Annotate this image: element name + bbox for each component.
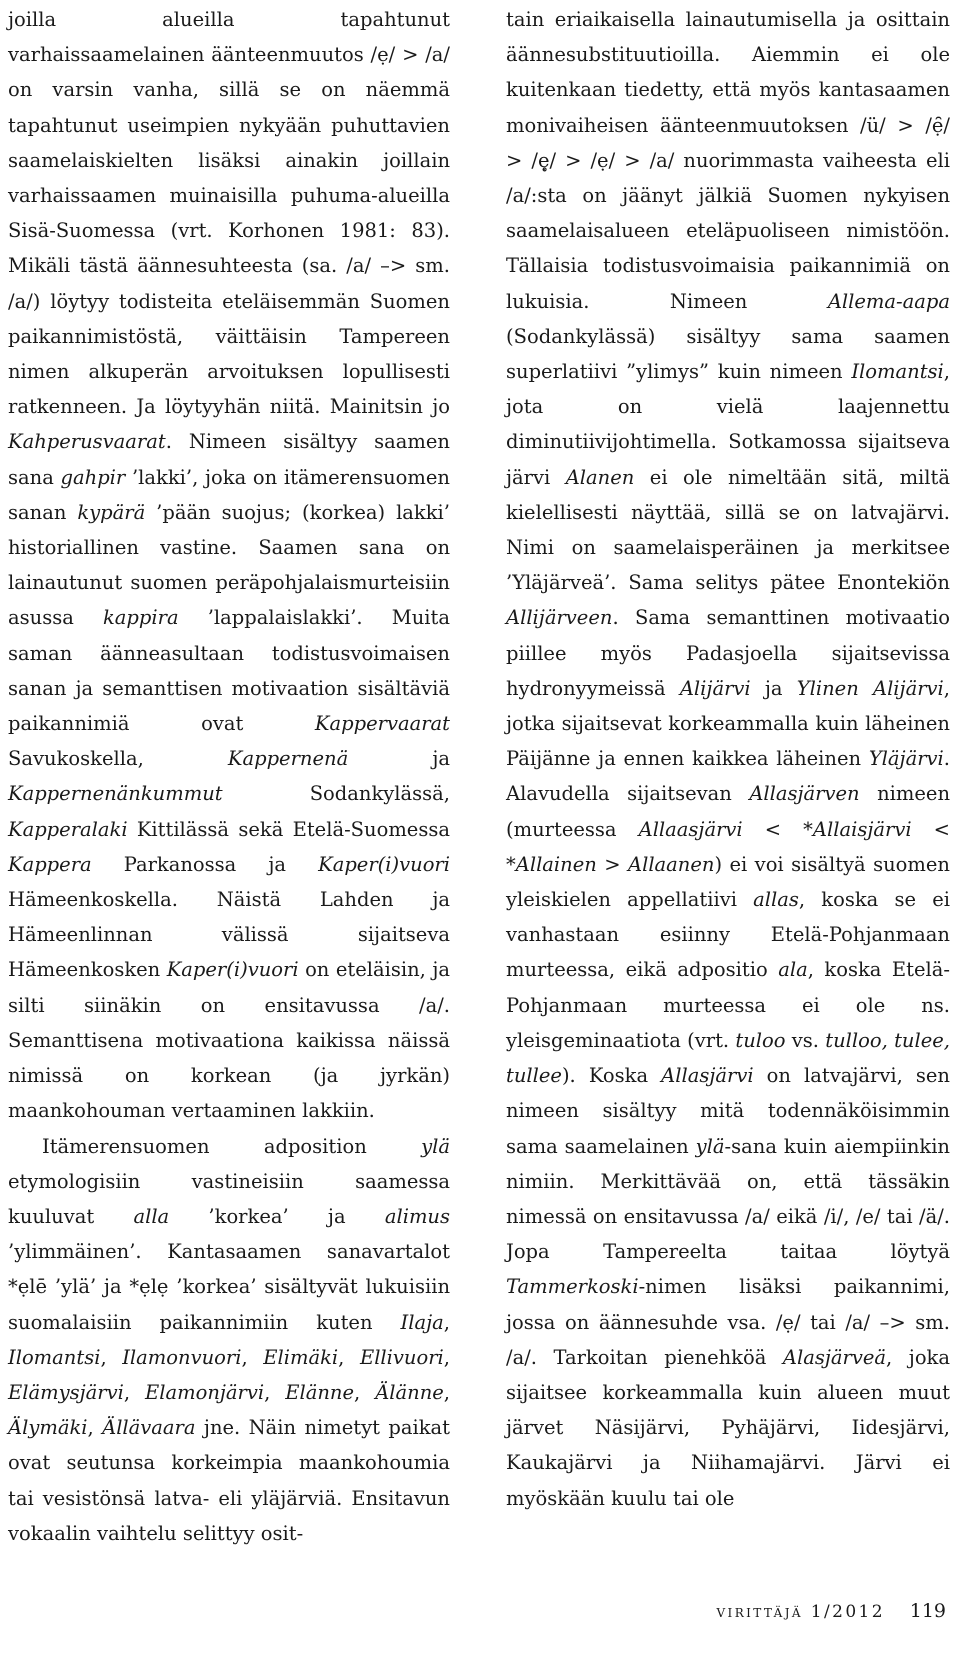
italic-term: gahpir — [60, 465, 126, 489]
text-run: on latvajärvi, sen nimeen sisältyy mitä todennäköisimmin sama saamelainen — [506, 1064, 950, 1158]
italic-term: Kaper(i)vuori — [318, 852, 450, 876]
italic-term: Kappernenä — [227, 747, 349, 771]
text-run: vs. — [785, 1028, 826, 1052]
italic-term: ala — [778, 958, 808, 982]
italic-term: Yläjärvi — [868, 747, 944, 771]
text-run: , — [354, 1380, 376, 1404]
italic-term: Kaper(i)vuori — [166, 958, 299, 982]
italic-term: Allema-aapa — [827, 289, 950, 313]
italic-term: Elimäki — [263, 1345, 339, 1369]
italic-term: Elämysjärvi — [8, 1380, 124, 1404]
text-run: , koska se ei vanhastaan esiinny Etelä-Pohjanmaan murteessa, eikä adpositio — [506, 888, 951, 982]
italic-term: Kappervaarat — [314, 712, 450, 736]
paragraph — [8, 1129, 450, 1551]
text-run: , koska Etelä-Pohjanmaan murteessa ei ole ns. yleisgeminaatiota (vrt. — [506, 958, 950, 1052]
italic-term: tulloo, tulee, tullee — [506, 1028, 951, 1088]
italic-term: Ilomantsi — [851, 360, 944, 384]
text-run: tain eriaikaisella lainautumisella ja osittain äännesubstituutioilla. Aiemmin ei ole kuitenkaan tiedetty, että myös kantasaamen monivaiheisen äänteenmuutoksen /ü/ > /ẹ̑/ > /ẹ̥/ > /ẹ/ > /a/ nuorimmasta vaiheesta eli /a/:sta on jäänyt jälkiä Suomen nykyisen saamelaisalueen eteläpuoliseen nimistöön. Tällaisia todistusvoimaisia paikannimiä on lukuisia. Nimeen — [506, 8, 950, 313]
journal-issue: virittäjä 1/2012 — [716, 1602, 885, 1622]
text-run: , — [87, 1416, 103, 1440]
text-run: ’korkea’ ja — [169, 1204, 385, 1228]
text-run: Kittilässä sekä Etelä-Suomessa — [127, 817, 450, 841]
italic-term: Alijärvi — [679, 676, 751, 700]
italic-term: ylä — [695, 1134, 725, 1158]
italic-term: allas — [753, 888, 799, 912]
left-text-column — [8, 2, 450, 1551]
text-run: < * — [506, 817, 950, 876]
text-run: etymologisiin vastineisiin saamessa kuuluvat — [8, 1169, 450, 1228]
text-run: Parkanossa ja — [91, 852, 319, 876]
text-run: -nimen lisäksi paikannimi, jossa on äännesuhde vsa. /ẹ/ tai /a/ –> sm. /a/. Tarkoitan pienehköä — [506, 1275, 950, 1369]
italic-term: Ylinen Alijärvi — [796, 676, 944, 700]
text-run: , — [443, 1310, 450, 1334]
italic-term: Ilomantsi — [8, 1345, 101, 1369]
text-run: , — [443, 1380, 450, 1404]
text-run: , — [123, 1380, 145, 1404]
italic-term: Ilaja — [400, 1310, 444, 1334]
text-run: . Nimeen sisältyy saamen sana — [8, 430, 450, 489]
text-run: jne. Näin nimetyt paikat ovat seutunsa korkeimpia maankohoumia tai vesistönsä latva- eli yläjärviä. Ensitavun vokaalin vaihtelu selittyy osit- — [8, 1416, 450, 1545]
italic-term: alimus — [384, 1204, 450, 1228]
italic-term: Älymäki — [8, 1416, 88, 1440]
text-run: , joka sijaitsee korkeammalla kuin alueen muut järvet Näsijärvi, Pyhäjärvi, Iidesjärvi, Kaukajärvi ja Niihamajärvi. Järvi ei myöskään kuulu tai ole — [506, 1345, 950, 1510]
italic-term: ylä — [421, 1134, 450, 1158]
text-run: (Sodankylässä) sisältyy sama saamen superlatiivi ”ylimys” kuin nimeen — [506, 324, 950, 384]
paragraph — [506, 2, 950, 1516]
text-run: , — [241, 1345, 264, 1369]
text-run: , jota on vielä laajennettu diminutiivijohtimella. Sotkamossa sijaitseva järvi — [506, 360, 950, 489]
text-run: ja — [750, 676, 797, 700]
italic-term: Allainen — [515, 852, 597, 876]
text-run: -sana kuin aiempiinkin nimiin. Merkittävää on, että tässäkin nimessä on ensitavussa /a/ eikä /i/, /e/ tai /ä/. Jopa Tampereelta taitaa löytyä — [506, 1134, 950, 1264]
text-run: ’pään suojus; (korkea) lakki’ historiallinen vastine. Saamen sana on lainautunut suomen peräpohjalaismurteisiin asussa — [8, 500, 450, 630]
text-run: , — [264, 1380, 286, 1404]
italic-term: Alasjärveä — [782, 1345, 887, 1369]
right-text-column — [506, 2, 950, 1516]
text-run: , — [338, 1345, 360, 1369]
text-run: Savukoskella, — [8, 747, 228, 771]
italic-term: Ellivuori — [359, 1345, 444, 1369]
text-run: ja — [348, 747, 450, 771]
text-run: ei ole nimeltään sitä, miltä kielellisesti näyttää, sillä se on latvajärvi. Nimi on saamelaisperäinen ja merkitsee ’Yläjärveä’. Sama selitys pätee Enontekiön — [506, 465, 950, 595]
italic-term: tuloo — [735, 1028, 786, 1052]
text-run: > — [596, 852, 628, 876]
text-run: joilla alueilla tapahtunut varhaissaamelainen äänteenmuutos /ẹ/ > /a/ on varsin vanha, sillä se on näemmä tapahtunut useimpien nykyään puhuttavien saamelaiskielten lisäksi ainakin joillain varhaissaamen muinaisilla puhuma-alueilla Sisä-Suomessa (vrt. Korhonen 1981: 83). Mikäli tästä äännesuhteesta (sa. /a/ –> sm. /a/) löytyy todisteita eteläisemmän Suomen paikannimistöstä, väittäisin Tampereen nimen alkuperän arvoituksen lopullisesti ratkenneen. Ja löytyyhän niitä. Mainitsin jo — [8, 8, 450, 419]
text-run: , jotka sijaitsevat korkeammalla kuin läheinen Päijänne ja ennen kaikkea läheinen — [506, 676, 950, 771]
paragraph — [8, 2, 450, 1129]
text-run: Hämeenkoskella. Näistä Lahden ja Hämeenlinnan välissä sijaitseva Hämeenkosken — [8, 888, 450, 982]
page-footer — [0, 1596, 960, 1636]
italic-term: Kappera — [8, 852, 92, 876]
text-run: Sodankylässä, — [222, 782, 450, 806]
italic-term: Ilamonvuori — [122, 1345, 242, 1369]
italic-term: Elänne — [285, 1380, 355, 1404]
italic-term: Allasjärven — [749, 782, 860, 806]
text-run: ’lappalaislakki’. Muita saman äänneasultaan todistusvoimaisen sanan ja semanttisen motivaation sisältäviä paikannimiä ovat — [8, 606, 450, 736]
italic-term: Allaasjärvi — [638, 817, 743, 841]
italic-term: Älänne — [375, 1380, 444, 1404]
italic-term: Allasjärvi — [661, 1064, 754, 1088]
text-run: . Alavudella sijaitsevan — [506, 747, 950, 806]
italic-term: Kapperalaki — [8, 817, 128, 841]
italic-term: Ällävaara — [102, 1416, 196, 1440]
italic-term: Tammerkoski — [506, 1275, 639, 1299]
italic-term: Kahperusvaarat — [8, 430, 166, 454]
italic-term: alla — [133, 1204, 170, 1228]
text-run: . Sama semanttinen motivaatio piillee myös Padasjoella sijaitsevissa hydronyymeissä — [506, 606, 950, 700]
text-run: ’lakki’, joka on itämerensuomen sanan — [8, 465, 450, 524]
italic-term: Alanen — [565, 465, 635, 489]
page-number: 119 — [909, 1600, 946, 1622]
italic-term: Allaanen — [628, 852, 715, 876]
italic-term: Kappernenänkummut — [8, 782, 223, 806]
text-run: on eteläisin, ja silti siinäkin on ensitavussa /a/. Semanttisena motivaationa kaikissa näissä nimissä on korkean (ja jyrkän) maankohouman vertaaminen lakkiin. — [8, 958, 450, 1123]
italic-term: kappira — [102, 606, 179, 630]
text-run: , — [100, 1345, 123, 1369]
italic-term: Elamonjärvi — [145, 1380, 265, 1404]
text-run: ) ei voi sisältyä suomen yleiskielen appellatiivi — [506, 852, 950, 912]
italic-term: kypärä — [77, 500, 146, 524]
text-run: ’ylimmäinen’. Kantasaamen sanavartalot *ẹlē ’ylä’ ja *ẹlẹ ’korkea’ sisältyvät lukuisiin suomalaisiin paikannimiin kuten — [8, 1240, 450, 1334]
italic-term: Allijärveen — [506, 606, 613, 630]
text-run: < * — [742, 817, 813, 841]
text-run: Itämerensuomen adposition — [42, 1134, 422, 1158]
text-run: nimeen (murteessa — [506, 782, 950, 841]
text-run: , — [443, 1345, 450, 1369]
italic-term: Allaisjärvi — [812, 817, 912, 841]
text-run: ). Koska — [561, 1064, 662, 1088]
